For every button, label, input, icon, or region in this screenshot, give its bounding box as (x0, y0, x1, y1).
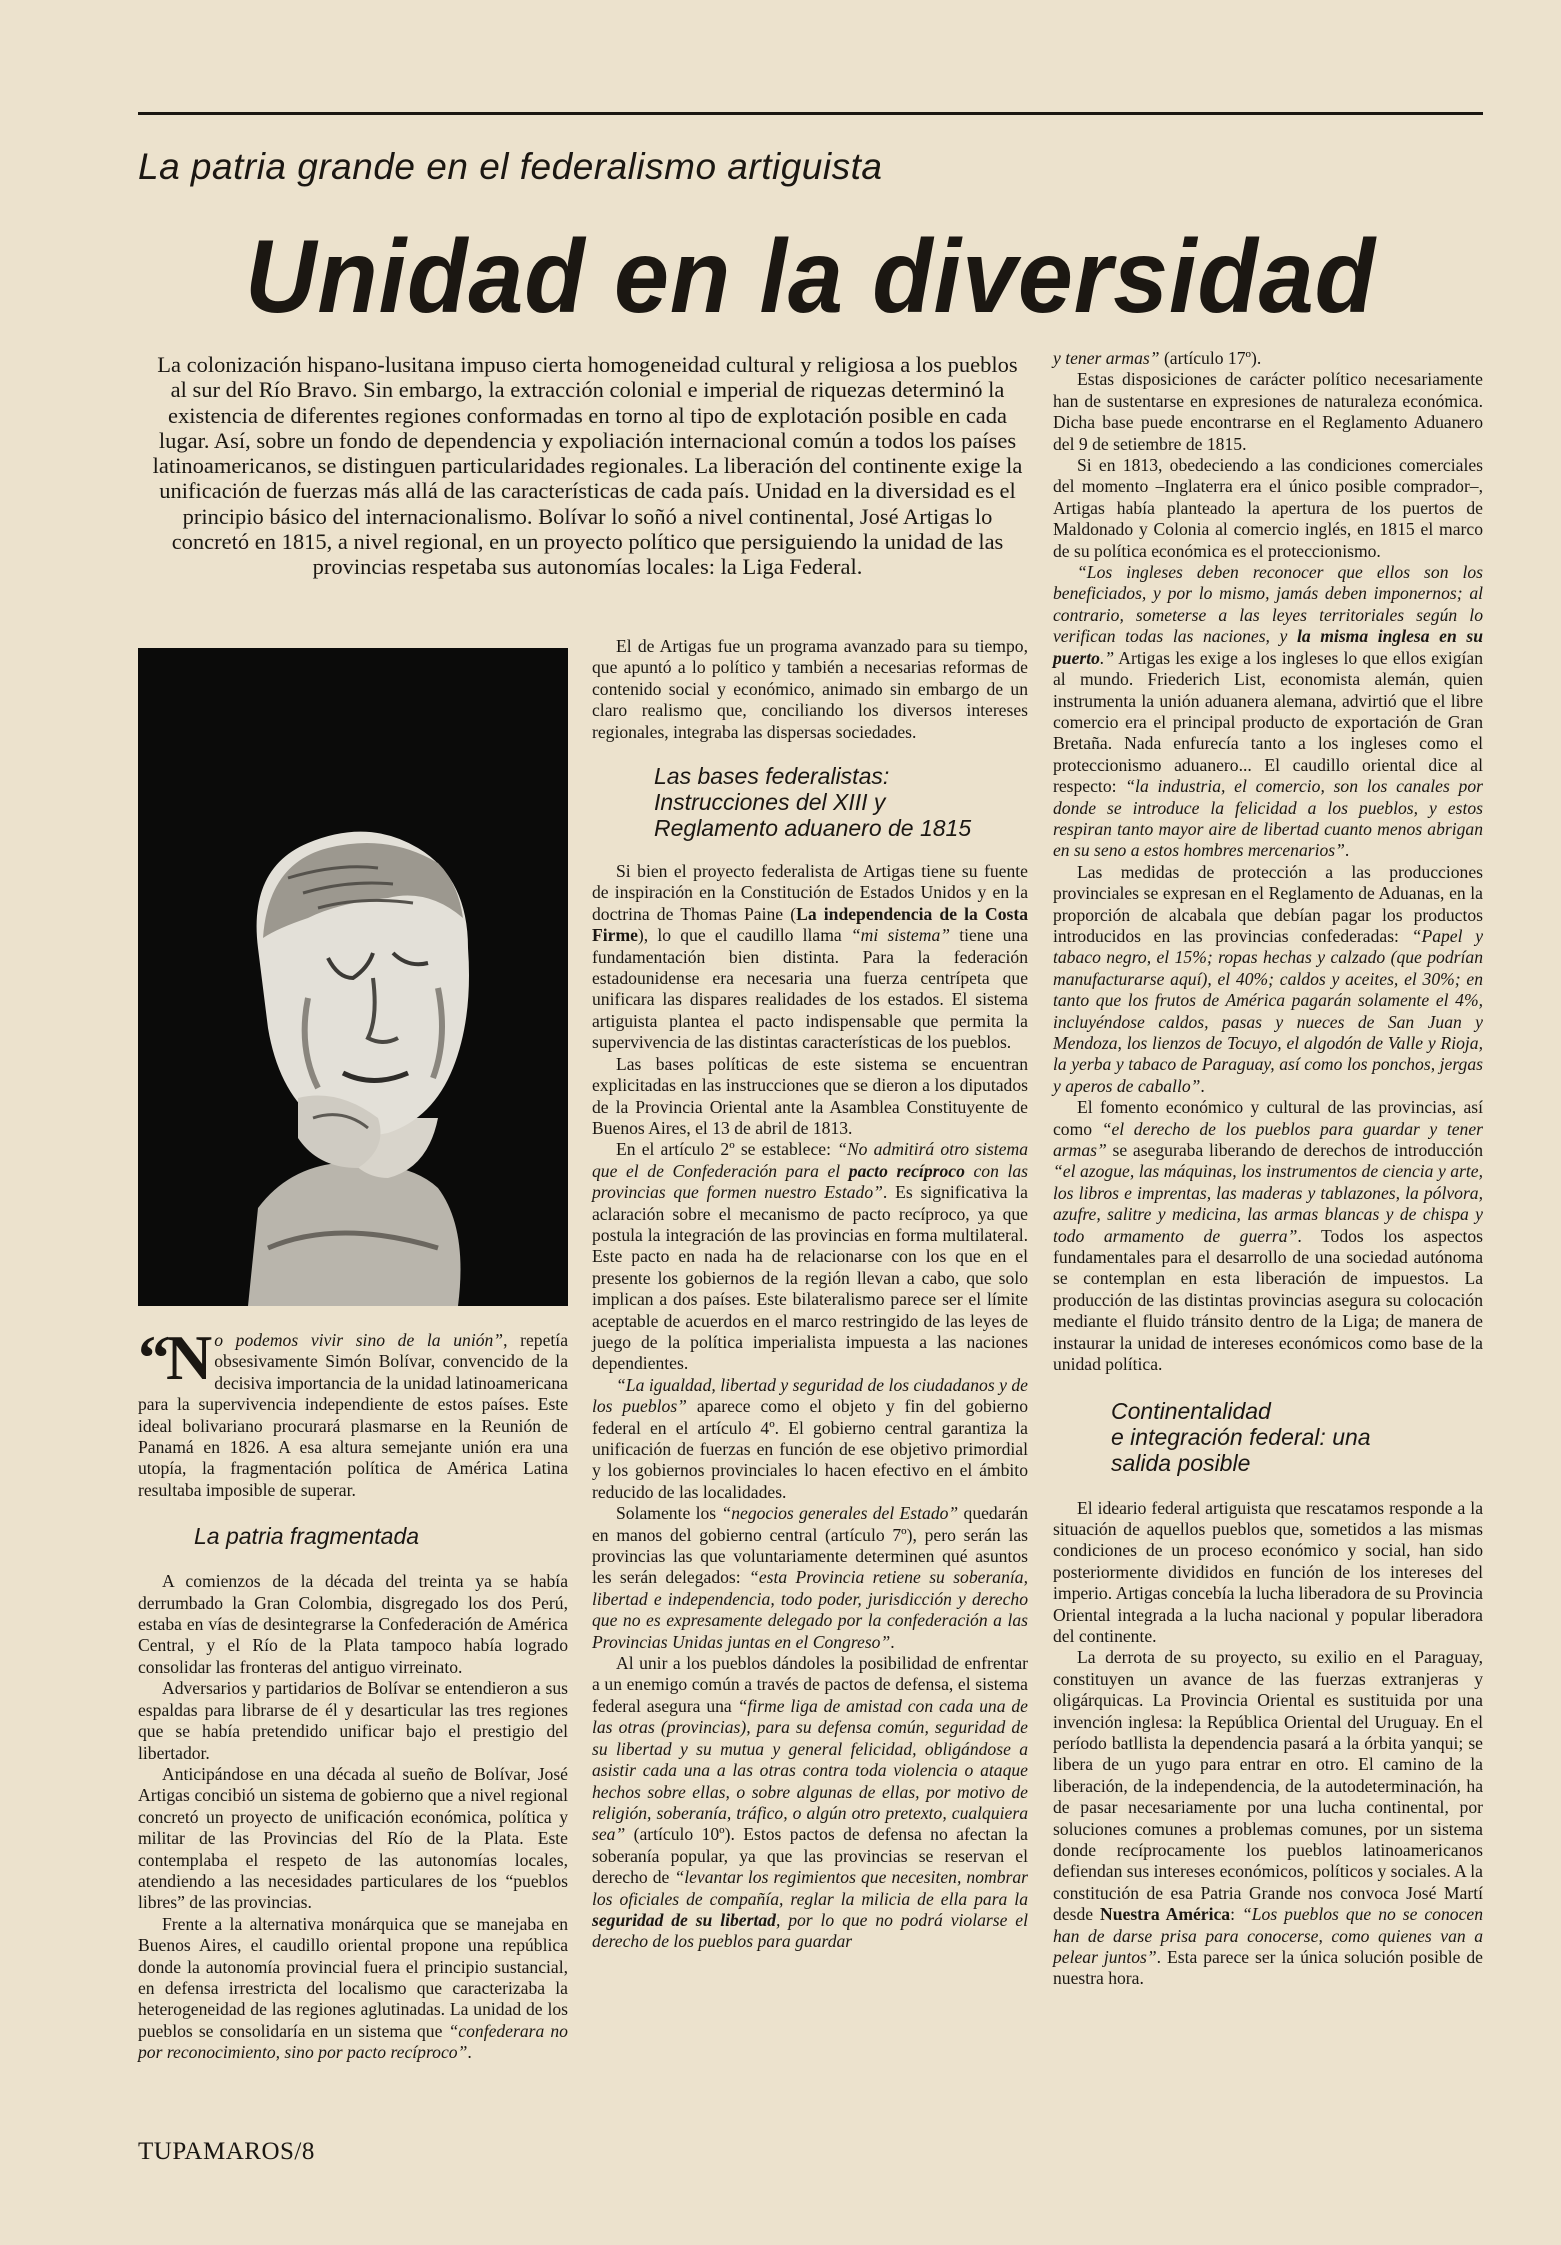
col2-p2-c: ), lo que el caudillo llama (637, 925, 851, 946)
col2-paragraph-6 (592, 1503, 1028, 1653)
subhead-line-2: Instrucciones del XIII y (654, 789, 886, 816)
col2-paragraph-4 (592, 1139, 1028, 1374)
col2-p7-b: “firme liga de amistad con cada una de las otras (provincias), para su defensa común, seguridad de su libertad y su mutua y general felicidad, obligándose a asistir cada una a las otras contra toda violencia o ataque hechos sobre ellas, o sobre algunas de ellas, por motivo de religión, soberanía, tráfico, o algún otro pretexto, cualquiera sea” (592, 1695, 1028, 1845)
col2-p7-c: (artículo 10º). Estos pactos de defensa no afectan la soberanía popular, ya que las provincias se reservan el derecho de (592, 1824, 1028, 1888)
column-1 (138, 1322, 569, 2064)
col1-paragraph-1 (138, 1322, 569, 1501)
col2-p4-d: con las provincias que formen nuestro Estado” (592, 1160, 1028, 1203)
col2-p2-title: La independencia de la Costa Firme (592, 903, 1028, 946)
col3-p3-e: “la industria, el comercio, son los canales por donde se introduce la felicidad a los pueblos, y estos respiran tanto mayor aire de libertad cuanto menos abrigan en su seno a estos hombres mercenarios” (1053, 776, 1484, 861)
col1-paragraph-3: Adversarios y partidarios de Bolívar se entendieron a sus espaldas para librarse de él y desarticular las tres regiones que se había pretendido unificar bajo el prestigio del libertador. (138, 1678, 568, 1763)
column-3 (1053, 348, 1483, 1990)
col3-p5-d: “el azogue, las máquinas, los instrumentos de ciencia y arte, los libros e imprentas, las maderas y tablazones, la pólvora, azufre, salitre y medicina, las armas blancas y de chispa y todo armamento de guerra” (1053, 1161, 1483, 1246)
col2-p4-e: . Es significativa la aclaración sobre el mecanismo de pacto recíproco, ya que postula la integración de las provincias en forma multilateral. Este pacto en nada ha de relacionarse con los que en el presente los gobiernos de la región llevan a cabo, que solo implican a dos países. Este bilateralismo parece ser el límite aceptable de acuerdos en el marco restringido de las leyes de juego de la política imperialista impuesta a las naciones dependientes. (592, 1182, 1028, 1374)
col3-p5-b: “el derecho de los pueblos para guardar y tener armas” (1053, 1118, 1483, 1161)
col2-p4-a: En el artículo 2º se establece: (616, 1139, 838, 1160)
col3-p0-b: (artículo 17º). (1159, 348, 1262, 368)
bust-photo (138, 648, 568, 1306)
col2-p2-a: Si bien el proyecto federalista de Artigas tiene su fuente de inspiración en la Constitución de Estados Unidos y en la doctrina de Thomas Paine ( (592, 861, 1028, 924)
col3-p3-a: “Los ingleses deben reconocer que ellos son los beneficiados, y por lo mismo, jamás deben imponernos; al contrario, someterse a las leyes territoriales según lo verifican todas las naciones, y (1053, 562, 1483, 647)
col2-p6-c: quedarán en manos del gobierno central (artículo 7º), pero serán las provincias las que voluntariamente determinen qué asuntos les serán delegados: (592, 1503, 1028, 1588)
col2-paragraph-2 (592, 861, 1028, 1054)
col1-paragraph-5 (138, 1914, 568, 2064)
col2-paragraph-5 (592, 1375, 1028, 1503)
col2-p2-e: tiene una fundamentación bien distinta. Para la federación estadounidense era necesaria una fuerza centrípeta que unificara las dispares realidades de los estados. El sistema artiguista plantea el pacto indispensable que permita la supervivencia de las distintas características de los pueblos. (592, 925, 1029, 1053)
col3-paragraph-4 (1053, 862, 1483, 1097)
col3-p7-a: La derrota de su proyecto, su exilio en el Paraguay, constituyen un avance de las fuerzas extranjeras y oligárquicas. La Provincia Oriental es sustituida por una invención inglesa: la República Oriental del Uruguay. En el período batllista la dependencia pasará a la órbita yanqui; se libera de un yugo para entrar en otro. El camino de la liberación, de la independencia, de la autodeterminación, ha de pasar necesariamente por una lucha continental, por soluciones comunes a problemas comunes, por un sistema donde recíprocamente los pueblos latinoamericanos defiendan sus intereses económicos, políticos y sociales. A la constitución de esa Patria Grande nos convoca José Martí desde (1053, 1647, 1483, 1925)
col3-p0-a: y tener armas” (1053, 348, 1160, 368)
col2-p7-a: Al unir a los pueblos dándoles la posibilidad de enfrentar a un enemigo común a través de pactos de defensa, el sistema federal asegura una (592, 1653, 1028, 1716)
subhead3-line-2: e integración federal: una (1111, 1423, 1371, 1450)
subhead-line-1: Las bases federalistas: (654, 763, 890, 790)
drop-cap: “N (138, 1322, 209, 1393)
col2-p6-e: . (890, 1631, 895, 1652)
bolivar-quote: o podemos vivir sino de la unión” (214, 1330, 504, 1350)
subhead3-line-3: salida posible (1111, 1449, 1251, 1476)
col3-paragraph-1: Estas disposiciones de carácter político necesariamente han de sustentarse en expresiones de naturaleza económica. Dicha base puede encontrarse en el Reglamento Aduanero del 9 de setiembre de 1815. (1053, 369, 1483, 454)
col2-p5-a: “La igualdad, libertad y seguridad de los ciudadanos y de los pueblos” (592, 1374, 1028, 1417)
col3-paragraph-6: El ideario federal artiguista que rescatamos responde a la situación de aquellos pueblos que, sometidos a las mismas condiciones de un proceso económico y social, han sido posteriormente divididos en función de los intereses del imperio. Artigas concebía la lucha liberadora de su Provincia Oriental integrada a la lucha nacional y popular liberadora del continente. (1053, 1497, 1483, 1646)
col3-p7-e: . Esta parece ser la única solución posible de nuestra hora. (1053, 1947, 1483, 1989)
col2-p7-e: seguridad de su libertad (592, 1909, 776, 1930)
col2-p7-f: , por lo que no podrá violarse el derecho de los pueblos para guardar (592, 1909, 1028, 1952)
col3-paragraph-5 (1053, 1097, 1483, 1375)
top-rule (138, 112, 1483, 115)
col2-p4-b: “No admitirá otro sistema que el de Confederación para el (592, 1139, 1028, 1181)
col1-paragraph-4: Anticipándose en una década al sueño de Bolívar, José Artigas concibió un sistema de gobierno que a nivel regional concretó un proyecto de unificación económica, política y militar de las Provincias del Río de la Plata. Este contemplaba el respeto de las autonomías locales, atendiendo a las necesidades particulares de los “pueblos libres” de las provincias. (138, 1763, 568, 1913)
col3-paragraph-3 (1053, 562, 1483, 862)
col1-paragraph-2: A comienzos de la década del treinta ya se había derrumbado la Gran Colombia, disgregado los dos Perú, estaba en vías de desintegrarse la Confederación de América Central, y el Río de la Plata tampoco había logrado consolidar las fronteras del antiguo virreinato. (138, 1571, 568, 1677)
col2-p6-a: Solamente los (616, 1503, 722, 1524)
col3-p3-f: . (1344, 840, 1350, 861)
col3-p7-b: Nuestra América (1100, 1904, 1231, 1925)
col3-p5-c: se aseguraba liberando de derechos de introducción (1106, 1140, 1483, 1161)
subhead-continentalidad (1111, 1398, 1483, 1476)
col3-p3-b: la misma inglesa en su puerto (1053, 626, 1483, 668)
col3-p3-c: .” (1099, 647, 1115, 668)
subhead3-line-1: Continentalidad (1111, 1397, 1271, 1424)
col2-p2-quote: “mi sistema” (850, 925, 951, 946)
col1-p5-a: Frente a la alternativa monárquica que se manejaba en Buenos Aires, el caudillo oriental propone una república donde la autonomía provincial fuera el principio sustancial, en defensa irrestricta del localismo que caracterizaba la heterogeneidad de las regiones aglutinadas. La unidad de los pueblos se consolidaría en un sistema que (138, 1913, 568, 2041)
col1-p5-c: . (467, 2042, 472, 2063)
col2-paragraph-1: El de Artigas fue un programa avanzado para su tiempo, que apuntó a lo político y también a necesarias reformas de contenido social y económico, animado sin embargo de un claro realismo que, conciliando los diversos intereses regionales, integraba las dispersas sociedades. (592, 636, 1028, 742)
lead-paragraph: La colonización hispano-lusitana impuso cierta homogeneidad cultural y religiosa a los pueblos al sur del Río Bravo. Sin embargo, la extracción colonial e imperial de riquezas determinó la existencia de diferentes regiones conformadas en torno al tipo de explotación posible en cada lugar. Así, sobre un fondo de dependencia y expoliación internacional común a todos los países latinoamericanos, se distinguen particularidades regionales. La liberación del continente exige la unificación de fuerzas más allá de las características de cada país. Unidad en la diversidad es el principio básico del internacionalismo. Bolívar lo soñó a nivel continental, José Artigas lo concretó en 1815, a nivel regional, en un proyecto político que persiguiendo la unidad de las provincias respetaba sus autonomías locales: la Liga Federal. (152, 352, 1023, 580)
col2-p6-b: “negocios generales del Estado” (721, 1503, 959, 1524)
col3-paragraph-0 (1053, 348, 1483, 369)
subhead-line-3: Reglamento aduanero de 1815 (654, 815, 972, 842)
kicker: La patria grande en el federalismo artiguista (138, 146, 883, 187)
col2-p6-d: “esta Provincia retiene su soberanía, libertad e independencia, todo poder, jurisdicción y derecho que no es expresamente delegado por la confederación a las Provincias Unidas juntas en el Congreso” (592, 1567, 1028, 1652)
page-footer: TUPAMAROS/8 (138, 2138, 315, 2165)
col3-paragraph-7 (1053, 1647, 1483, 1990)
col2-paragraph-3: Las bases políticas de este sistema se encuentran explicitadas en las instrucciones que se dieron a los diputados de la Provincia Oriental ante la Asamblea Constituyente de Buenos Aires, el 13 de abril de 1813. (592, 1053, 1028, 1138)
col3-p7-c: : (1230, 1904, 1242, 1925)
col3-p5-e: . Todos los aspectos fundamentales para el desarrollo de una sociedad autónoma se contemplan en esta liberación de impuestos. La producción de las distintas provincias asegura su colocación mediante el fluido tránsito dentro de la Liga; de manera de instaurar la unidad de intereses económicos como base de la unidad política. (1053, 1225, 1484, 1375)
subhead-bases-federalistas (654, 763, 1028, 841)
col2-p4-c: pacto recíproco (848, 1160, 965, 1181)
col3-p7-d: “Los pueblos que no se conocen han de darse prisa para conocerse, como quienes van a pelear juntos” (1053, 1904, 1483, 1968)
col3-p3-d: Artigas les exige a los ingleses lo que ellos exigían al mundo. Friederich List, economista alemán, quien instrumenta la unión aduanera alemana, advirtió que el libre comercio era el principal producto de exportación de Gran Bretaña. Nada enfurecía tanto a los ingleses como el proteccionismo aduanero... El caudillo oriental dice al respecto: (1053, 647, 1483, 797)
col2-p7-d: “levantar los regimientos que necesiten, nombrar los oficiales de compañía, reglar la milicia de ella para la (592, 1867, 1028, 1909)
col2-p5-b: aparece como el objeto y fin del gobierno federal en el artículo 4º. El gobierno central garantiza la unificación de fuerzas en función de ese objetivo primordial y los gobiernos provinciales lo hacen efectivo en el ámbito reducido de las localidades. (592, 1396, 1028, 1502)
col2-paragraph-7 (592, 1653, 1028, 1953)
headline: Unidad en la diversidad (245, 219, 1376, 335)
column-2 (592, 636, 1028, 1953)
col3-p4-a: Las medidas de protección a las producciones provinciales se expresan en el Reglamento de Aduanas, en la proporción de alcabala que debían pagar los productos introducidos en las provincias confederadas: (1053, 861, 1483, 946)
col1-p1-text: , repetía obsesivamente Simón Bolívar, convencido de la decisiva importancia de la unidad latinoamericana para la supervivencia independiente de estos países. Este ideal bolivariano procurará plasmarse en la Reunión de Panamá en 1826. A esa altura semejante unión era una utopía, la fragmentación política de América Latina resultaba imposible de superar. (138, 1330, 569, 1500)
sculpture-image (138, 648, 568, 1306)
subhead-patria-fragmentada: La patria fragmentada (194, 1523, 420, 1550)
col3-paragraph-2: Si en 1813, obedeciendo a las condiciones comerciales del momento –Inglaterra era el único posible comprador–, Artigas había planteado la apertura de los puertos de Maldonado y Colonia al comercio inglés, en 1815 el marco de su política económica es el proteccionismo. (1053, 455, 1483, 561)
col3-p5-a: El fomento económico y cultural de las provincias, así como (1053, 1097, 1483, 1139)
col1-p5-quote: “confederara no por reconocimiento, sino por pacto recíproco” (138, 2020, 568, 2063)
col3-p4-c: . (1200, 1075, 1205, 1096)
col3-p4-b: “Papel y tabaco negro, el 15%; ropas hechas y calzado (que podrían manufacturarse aquí), el 40%; caldos y aceites, el 30%; en tanto que los frutos de América pagarán solamente el 4%, incluyéndose caldos, pasas y nueces de San Juan y Mendoza, los lienzos de Tocuyo, el algodón de Valle y Rioja, la yerba y tabaco de Paraguay, así como los ponchos, jergas y aperos de caballo” (1053, 925, 1484, 1096)
